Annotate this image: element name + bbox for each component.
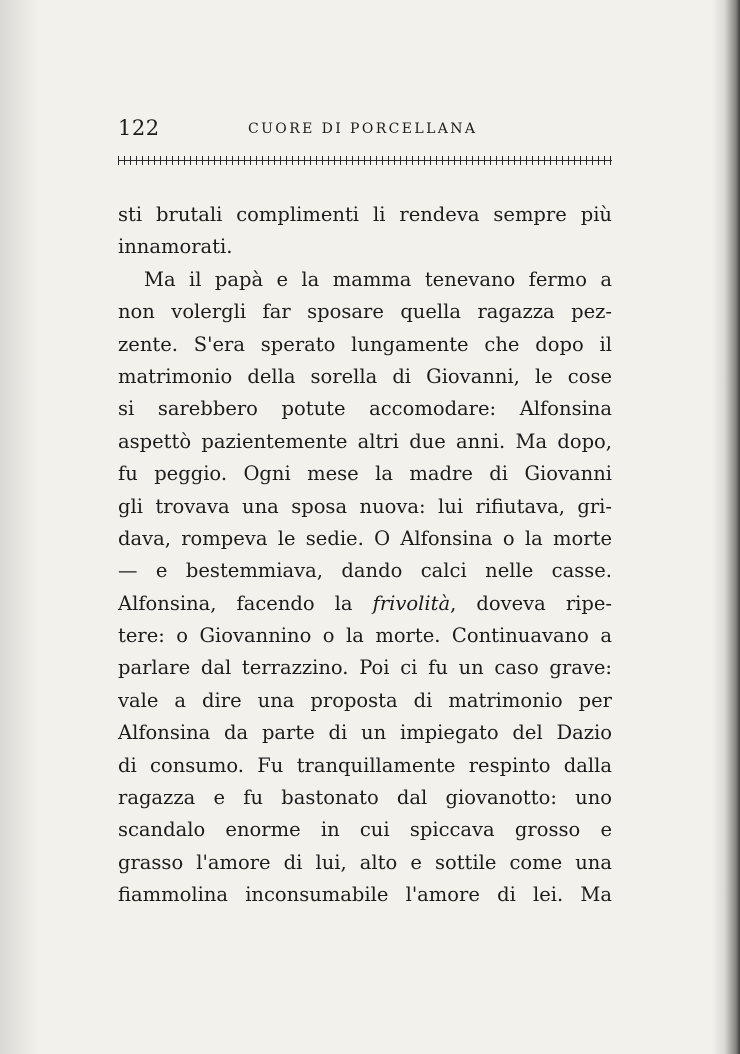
text-line: fu peggio. Ogni mese la madre di Giovanni (118, 462, 612, 486)
text-line-with-italic (118, 588, 612, 620)
text-line: si sarebbero potute accomodare: Alfonsina (118, 397, 612, 421)
text-line: scandalo enorme in cui spiccava grosso e (118, 818, 612, 842)
text-line: sti brutali complimenti li rendeva sempre più (118, 203, 612, 226)
text-line: matrimonio della sorella di Giovanni, le cose (118, 364, 612, 388)
ornamental-rule (118, 156, 612, 165)
text-line: innamorati. (118, 235, 233, 259)
text-segment: Alfonsina, facendo la (118, 591, 373, 615)
text-line: fiammolina inconsumabile l'amore di lei. Ma (118, 883, 612, 907)
text-line: aspettò pazientemente altri due anni. Ma dopo, (118, 429, 612, 453)
text-line: vale a dire una proposta di matrimonio per (118, 688, 612, 712)
text-line: gli trovava una sposa nuova: lui rifiutava, gri- (118, 494, 612, 518)
text-line: di consumo. Fu tranquillamente respinto dalla (118, 753, 612, 777)
body-text (118, 199, 612, 912)
page-edge-shadow (0, 0, 40, 1054)
italic-word: frivolità (372, 591, 451, 615)
text-segment: , doveva ripe- (450, 591, 612, 615)
text-line: ragazza e fu bastonato dal giovanotto: uno (118, 786, 612, 810)
text-line: zente. S'era sperato lungamente che dopo il (118, 332, 612, 356)
text-line: Alfonsina da parte di un impiegato del Dazio (118, 721, 612, 745)
page-number: 122 (118, 116, 160, 140)
running-title: CUORE DI PORCELLANA (248, 121, 478, 137)
page-binding-shadow (712, 0, 740, 1054)
page-header (118, 116, 612, 146)
text-line: grasso l'amore di lui, alto e sottile come una (118, 850, 612, 874)
text-line: — e bestemmiava, dando calci nelle casse. (118, 559, 612, 583)
text-line: dava, rompeva le sedie. O Alfonsina o la morte (118, 526, 612, 550)
text-line: tere: o Giovannino o la morte. Continuavano a (118, 624, 612, 648)
text-line: non volergli far sposare quella ragazza pez- (118, 300, 612, 324)
text-line: parlare dal terrazzino. Poi ci fu un caso grave: (118, 656, 612, 680)
text-line: Ma il papà e la mamma tenevano fermo a (144, 267, 612, 291)
